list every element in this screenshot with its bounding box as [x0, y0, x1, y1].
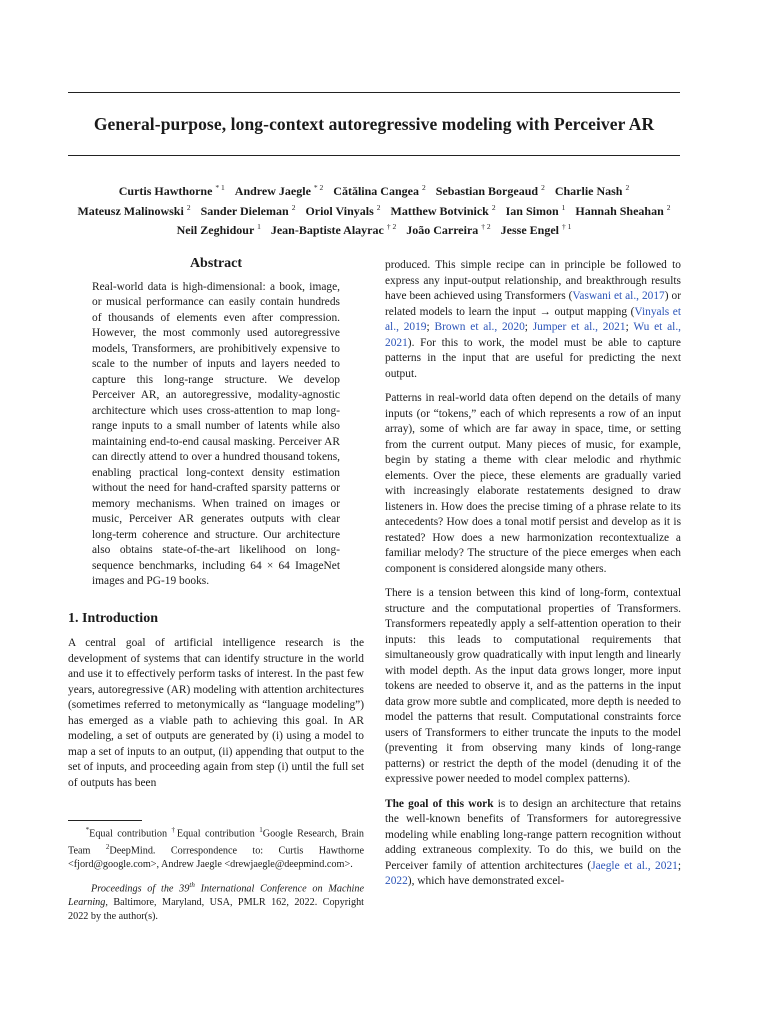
paper-title: General-purpose, long-context autoregressive modeling with Perceiver AR	[93, 114, 655, 134]
abstract-body	[92, 280, 340, 590]
author-name: João Carreira $^{\dagger 2}$	[406, 222, 491, 237]
author-name: Charlie Nash $^2$	[554, 183, 630, 198]
citation-jaegle-2021[interactable]: Jaegle et al., 2021	[591, 859, 678, 872]
introduction-heading: 1. Introduction	[68, 610, 158, 626]
author-line-1	[68, 180, 680, 200]
abstract-text: Real-world data is high-dimensional: a book, image, or musical performance can easily contain hundreds of thousands of elements even after compression. However, the most commonly used autoregressive models, Transformers, are prohibitively expensive to scale to the number of inputs and layers needed to capture this long-range structure. We develop Perceiver AR, an autoregressive, modality-agnostic architecture which uses cross-attention to map long-range inputs to a small number of latents while also maintaining end-to-end causal masking. Perceiver AR can directly attend to over a hundred thousand tokens, enabling practical long-context density estimation without the need for hand-crafted sparsity patterns or memory mechanisms. When trained on images or music, Perceiver AR generates outputs with clear long-term coherence and structure. Our architecture also obtains state-of-the-art likelihood on long-sequence benchmarks, including 64 × 64 ImageNet images and PG-19 books.	[92, 280, 340, 587]
citation-jaegle-2022[interactable]: 2022	[385, 875, 408, 887]
author-list	[68, 180, 680, 239]
author-name: Jesse Engel $^{\dagger 1}$	[500, 222, 572, 237]
author-name: Sebastian Borgeaud $^2$	[435, 183, 545, 198]
author-name: Cătălina Cangea $^2$	[333, 183, 426, 198]
author-name: Oriol Vinyals $^2$	[305, 202, 381, 218]
author-name: Matthew Botvinick $^2$	[390, 202, 496, 218]
right-paragraph-3: There is a tension between this kind of long-form, contextual structure and the computational properties of Transformers. Transformers repeatedly apply a self-attention operation to their inputs: this leads to computational requirements that simultaneously grow quadratically with input length and linearly with model depth. As the input data grows longer, more input tokens are needed to observe it, and as the patterns in the input data grow more subtle and complicated, more depth is needed to model the patterns that result. Computational constraints force users of Transformers to either truncate the inputs to the model (preventing it from observing many kinds of long-range patterns) or restrict the depth of the model (denuding it of the expressive power needed to model complex patterns).	[385, 587, 681, 785]
left-column	[68, 256, 364, 799]
affiliation-footnote: *Equal contribution †Equal contribution $^1$Google Research, Brain Team $^2$DeepMind. Correspondence to: Curtis Hawthorne <fjord@google.com>, Andrew Jaegle <drewjaegle@deepmind.com>.	[68, 826, 365, 870]
right-column	[385, 258, 681, 899]
footnote-rule	[68, 820, 142, 821]
author-name: Hannah Sheahan $^2$	[575, 202, 671, 218]
citation-vinyals-2019[interactable]: Vinyals et al., 2019	[385, 305, 681, 333]
author-name: Sander Dieleman $^2$	[200, 202, 296, 218]
footnotes	[68, 820, 364, 931]
right-paragraph-2: Patterns in real-world data often depend on the details of many inputs (or “tokens,” each of which represents a row of an input array), some of which are far away in space, time, or setting from the current output. Many pieces of music, for example, begin by stating a theme with clear melodic and rhythmic elements. Over the piece, these elements are gradually varied with increasingly elaborate restatements designed to draw listeners in. How does the precise timing of a phrase relate to its antecedents? How does a tonal motif persist and develop as it is restated? How does a new harmonization recontextualize a familiar melody? The structure of the piece emerges when each component is considered alongside many others.	[385, 392, 681, 575]
citation-vaswani-2017[interactable]: Vaswani et al., 2017	[572, 290, 665, 302]
intro-paragraph-1: A central goal of artificial intelligence research is the development of systems that can identify structure in the world and use it to effectively perform tasks of interest. In the past few years, autoregressive (AR) modeling with attention architectures (sometimes referred to metonymically as “language modeling”) has emerged as a viable path to achieving this goal. In AR modeling, a set of outputs are generated by (i) using a model to map a set of inputs to an output, (ii) appending that output to the set of inputs, and proceeding again from step (i) until the full set of outputs has been	[68, 637, 364, 789]
correspondence-text: Correspondence to: Curtis Hawthorne <fjord@google.com>, Andrew Jaegle <drewjaegle@deepmind.com>.	[68, 845, 365, 870]
title-rule-top	[68, 92, 680, 93]
author-name: Andrew Jaegle $^{* 2}$	[234, 183, 324, 198]
author-name: Curtis Hawthorne $^{* 1}$	[118, 183, 225, 198]
citation-brown-2020[interactable]: Brown et al., 2020	[434, 321, 525, 333]
citation-jumper-2021[interactable]: Jumper et al., 2021	[532, 321, 626, 333]
author-line-3	[68, 219, 680, 239]
citation-wu-2021[interactable]: Wu et al., 2021	[385, 321, 682, 349]
author-name: Neil Zeghidour $^1$	[176, 222, 261, 237]
right-paragraph-1: produced. This simple recipe can in principle be followed to express any input-output relationship, and breakthrough results have been achieved using Transformers (Vaswani et al., 2017) or related models to learn the input → output mapping (Vinyals et al., 2019; Brown et al., 2020; Jumper et al., 2021; Wu et al., 2021). For this to work, the model must be able to capture patterns in the input that are useful for predicting the next output.	[385, 259, 682, 380]
author-name: Mateusz Malinowski $^2$	[77, 202, 191, 218]
abstract-heading: Abstract	[189, 256, 243, 271]
author-line-2	[68, 200, 680, 220]
goal-lead-text: The goal of this work	[385, 797, 494, 810]
proceedings-note: Proceedings of the 39th International Conference on Machine Learning, Baltimore, Maryland, USA, PMLR 162, 2022. Copyright 2022 by the author(s).	[68, 881, 365, 922]
title-rule-bottom	[68, 155, 680, 156]
author-name: Ian Simon $^1$	[505, 202, 566, 218]
right-paragraph-4: The goal of this work is to design an architecture that retains the well-known benefits of Transformers for autoregressive modeling while enabling long-range pattern recognition without adding extraneous complexity. To do this, we build on the Perceiver family of attention architectures (Jaegle et al., 2021; 2022), which have demonstrated excel-	[385, 797, 682, 887]
author-name: Jean-Baptiste Alayrac $^{\dagger 2}$	[270, 222, 397, 237]
